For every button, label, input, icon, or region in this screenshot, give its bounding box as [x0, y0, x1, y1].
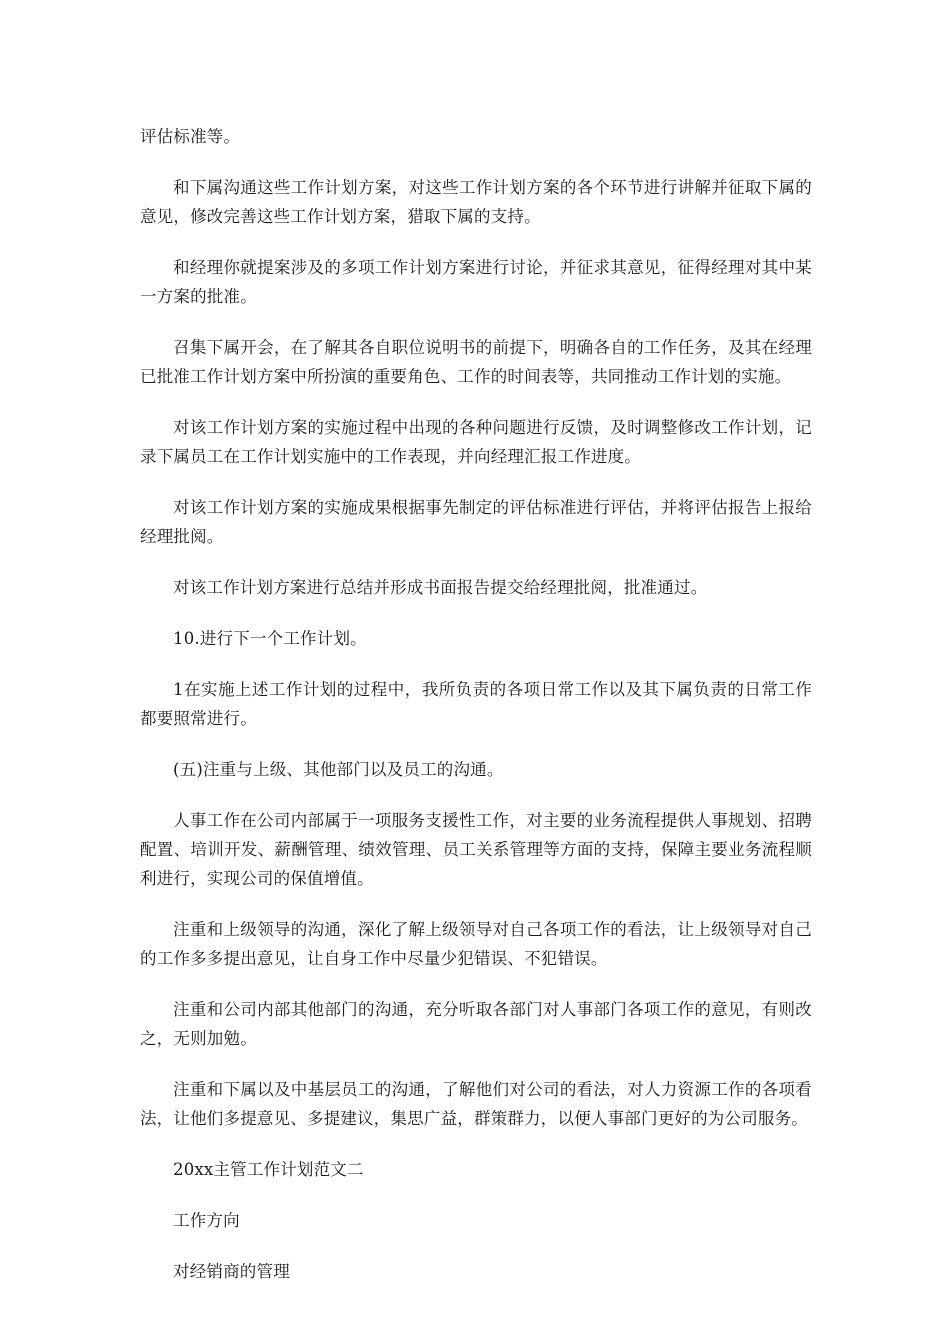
work-direction-heading: 工作方向: [173, 1211, 240, 1230]
paragraph-13: 注重和公司内部其他部门的沟通，充分听取各部门对人事部门各项工作的意见，有则改之，无则加勉。: [140, 1000, 812, 1048]
paragraph-11: 人事工作在公司内部属于一项服务支援性工作，对主要的业务流程提供人事规划、招聘配置、培训开发、薪酬管理、绩效管理、员工关系管理等方面的支持，保障主要业务流程顺利进行，实现公司的保值增值。: [140, 811, 812, 888]
paragraph-8: 10.进行下一个工作计划。: [173, 629, 367, 648]
document-title-2: 20xx主管工作计划范文二: [173, 1160, 364, 1179]
paragraph-5: 对该工作计划方案的实施过程中出现的各种问题进行反馈，及时调整修改工作计划，记录下属员工在工作计划实施中的工作表现，并向经理汇报工作进度。: [140, 418, 812, 466]
paragraph-6: 对该工作计划方案的实施成果根据事先制定的评估标准进行评估，并将评估报告上报给经理批阅。: [140, 498, 812, 546]
dealer-management-heading: 对经销商的管理: [173, 1262, 290, 1281]
paragraph-2: 和下属沟通这些工作计划方案，对这些工作计划方案的各个环节进行讲解并征取下属的意见，修改完善这些工作计划方案，猎取下属的支持。: [140, 178, 812, 226]
paragraph-9: 1在实施上述工作计划的过程中，我所负责的各项日常工作以及其下属负责的日常工作都要照常进行。: [140, 680, 812, 728]
paragraph-4: 召集下属开会，在了解其各自职位说明书的前提下，明确各自的工作任务，及其在经理已批准工作计划方案中所扮演的重要角色、工作的时间表等，共同推动工作计划的实施。: [140, 338, 812, 386]
paragraph-7: 对该工作计划方案进行总结并形成书面报告提交给经理批阅，批准通过。: [173, 578, 708, 597]
paragraph-1: 评估标准等。: [140, 127, 241, 146]
section-heading: (五)注重与上级、其他部门以及员工的沟通。: [173, 760, 504, 779]
paragraph-3: 和经理你就提案涉及的多项工作计划方案进行讨论，并征求其意见，征得经理对其中某一方案的批准。: [140, 258, 812, 306]
paragraph-12: 注重和上级领导的沟通，深化了解上级领导对自己各项工作的看法，让上级领导对自己的工作多多提出意见，让自身工作中尽量少犯错误、不犯错误。: [140, 920, 812, 968]
document-body: [140, 122, 812, 1308]
paragraph-14: 注重和下属以及中基层员工的沟通，了解他们对公司的看法，对人力资源工作的各项看法，让他们多提意见、多提建议，集思广益，群策群力，以便人事部门更好的为公司服务。: [140, 1080, 812, 1128]
